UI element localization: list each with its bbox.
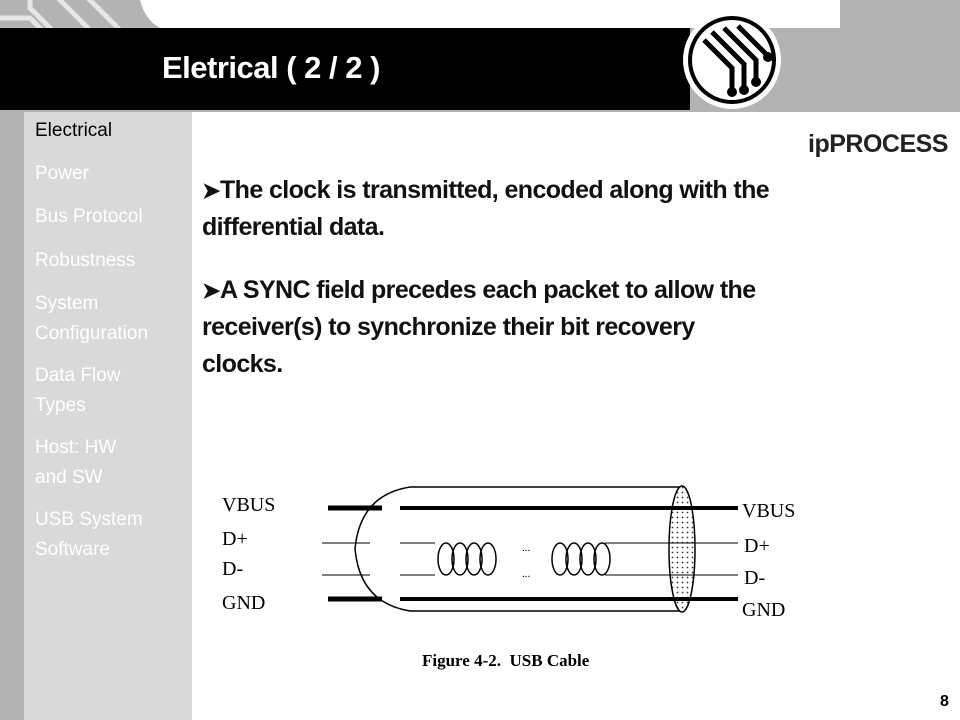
brand-logo: ipPROCESS: [808, 130, 948, 158]
sidebar-nav: [24, 112, 192, 720]
label-dminus-right: D-: [744, 567, 766, 589]
bullet-text: A SYNC field precedes each packet to allow the receiver(s) to synchronize their bit recovery clocks.: [202, 276, 756, 378]
sidebar-item-robustness[interactable]: Robustness: [35, 250, 136, 271]
sidebar-item-host-hw-sw[interactable]: Host: HW and SW: [35, 437, 117, 488]
label-gnd-left: GND: [222, 592, 266, 614]
left-strip: [0, 112, 24, 720]
sidebar-item-electrical[interactable]: Electrical: [35, 120, 113, 141]
label-vbus-left: VBUS: [222, 494, 276, 516]
bullet-item: [202, 172, 772, 246]
bullet-item: [202, 272, 772, 383]
page-number: 8: [940, 693, 949, 710]
label-dplus-left: D+: [222, 528, 248, 550]
ellipsis-text: ...: [522, 568, 531, 580]
slide-title: Eletrical ( 2 / 2 ): [162, 50, 380, 85]
usb-cable-figure: [210, 475, 810, 675]
arrow-bullet-icon: ➤: [202, 178, 220, 203]
sidebar-item-bus-protocol[interactable]: Bus Protocol: [35, 206, 143, 227]
circuit-logo-icon: [682, 10, 782, 110]
label-dminus-left: D-: [222, 558, 244, 580]
figure-caption: Figure 4-2. USB Cable: [422, 651, 590, 670]
ellipsis-text: ...: [522, 542, 531, 554]
sidebar-item-data-flow-types[interactable]: Data Flow Types: [35, 365, 121, 416]
label-gnd-right: GND: [742, 599, 786, 621]
sidebar-item-power[interactable]: Power: [35, 163, 89, 184]
bullet-text: The clock is transmitted, encoded along with the differential data.: [202, 176, 770, 241]
sidebar-item-usb-system-software[interactable]: USB System Software: [35, 509, 143, 560]
label-dplus-right: D+: [744, 535, 770, 557]
title-bar-cap: [820, 0, 960, 110]
label-vbus-right: VBUS: [742, 500, 796, 522]
sidebar-item-system-configuration[interactable]: System Configuration: [35, 293, 149, 344]
bullet-list: [202, 172, 772, 409]
arrow-bullet-icon: ➤: [202, 278, 220, 303]
